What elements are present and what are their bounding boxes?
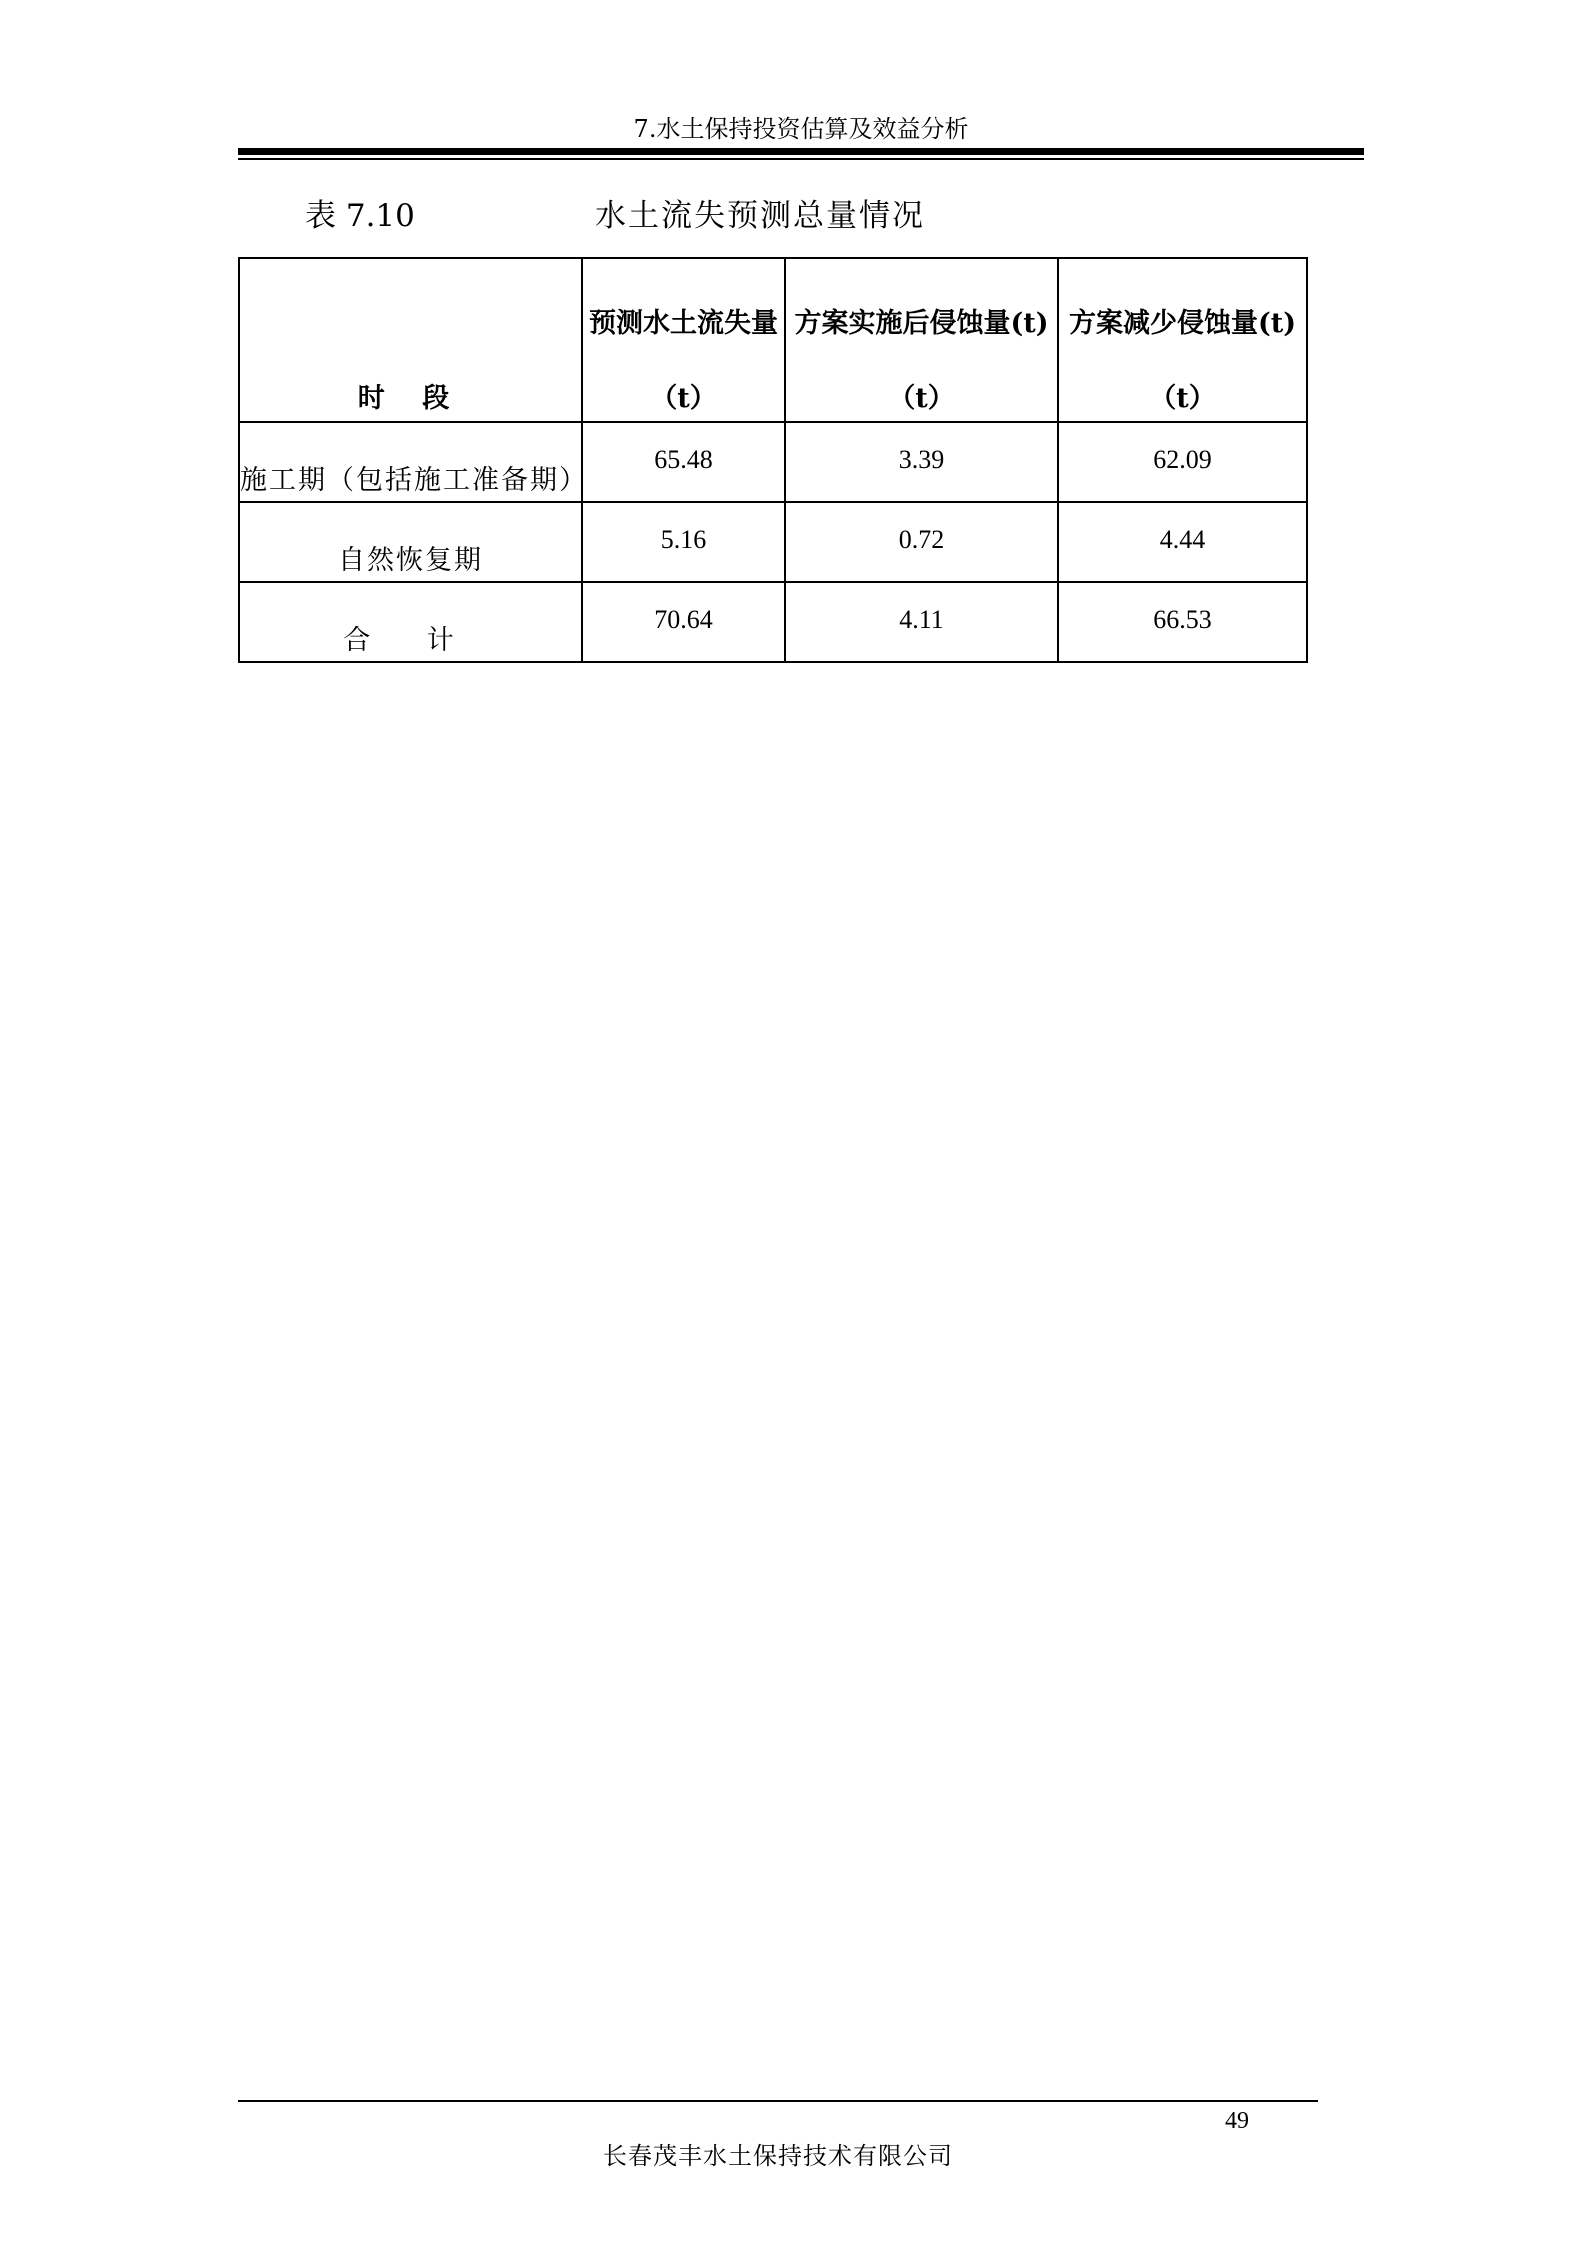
header-rule — [238, 148, 1364, 155]
after-cell — [785, 502, 1058, 582]
header-predicted-unit: （t） — [650, 383, 717, 414]
table-row-total — [239, 582, 1307, 662]
header-predicted-label: 预测水土流失量 — [589, 308, 778, 339]
reduced-value: 66.53 — [1153, 605, 1212, 634]
header-period — [239, 258, 582, 422]
after-cell — [785, 582, 1058, 662]
footer-rule — [238, 2100, 1318, 2102]
header-after-unit: （t） — [888, 383, 955, 414]
period-label: 合 计 — [343, 625, 478, 656]
header-reduced-label: 方案减少侵蚀量(t) — [1068, 308, 1297, 339]
header-predicted — [582, 258, 785, 422]
reduced-cell — [1058, 422, 1307, 502]
after-value: 4.11 — [899, 605, 944, 634]
after-value: 0.72 — [898, 525, 945, 554]
predicted-cell — [582, 422, 785, 502]
table-caption-label: 表 7.10 — [305, 198, 415, 234]
reduced-cell — [1058, 582, 1307, 662]
period-cell — [239, 582, 582, 662]
table-header-row — [239, 258, 1307, 422]
period-label: 自然恢复期 — [338, 545, 483, 576]
period-cell — [239, 422, 588, 502]
reduced-value: 4.44 — [1159, 525, 1206, 554]
reduced-cell — [1058, 502, 1307, 582]
header-after — [785, 258, 1058, 422]
predicted-value: 70.64 — [654, 605, 713, 634]
predicted-value: 5.16 — [660, 525, 707, 554]
predicted-cell — [582, 502, 785, 582]
page-header-title: 7.水土保持投资估算及效益分析 — [633, 115, 969, 143]
reduced-value: 62.09 — [1153, 445, 1212, 474]
header-after-label: 方案实施后侵蚀量(t) — [794, 308, 1049, 339]
after-cell — [785, 422, 1058, 502]
table-caption-title: 水土流失预测总量情况 — [595, 198, 925, 234]
soil-erosion-table — [238, 257, 1308, 663]
predicted-value: 65.48 — [654, 445, 713, 474]
table-row — [239, 422, 1307, 502]
page-number: 49 — [1225, 2108, 1249, 2134]
predicted-cell — [582, 582, 785, 662]
footer-company: 长春茂丰水土保持技术有限公司 — [603, 2142, 953, 2170]
header-rule-thin — [238, 158, 1364, 160]
header-reduced-unit: （t） — [1149, 383, 1216, 414]
header-reduced — [1058, 258, 1307, 422]
header-period-label: 时 段 — [357, 383, 464, 414]
after-value: 3.39 — [898, 445, 945, 474]
table-row — [239, 502, 1307, 582]
period-label: 施工期（包括施工准备期） — [240, 465, 588, 496]
period-cell — [239, 502, 582, 582]
